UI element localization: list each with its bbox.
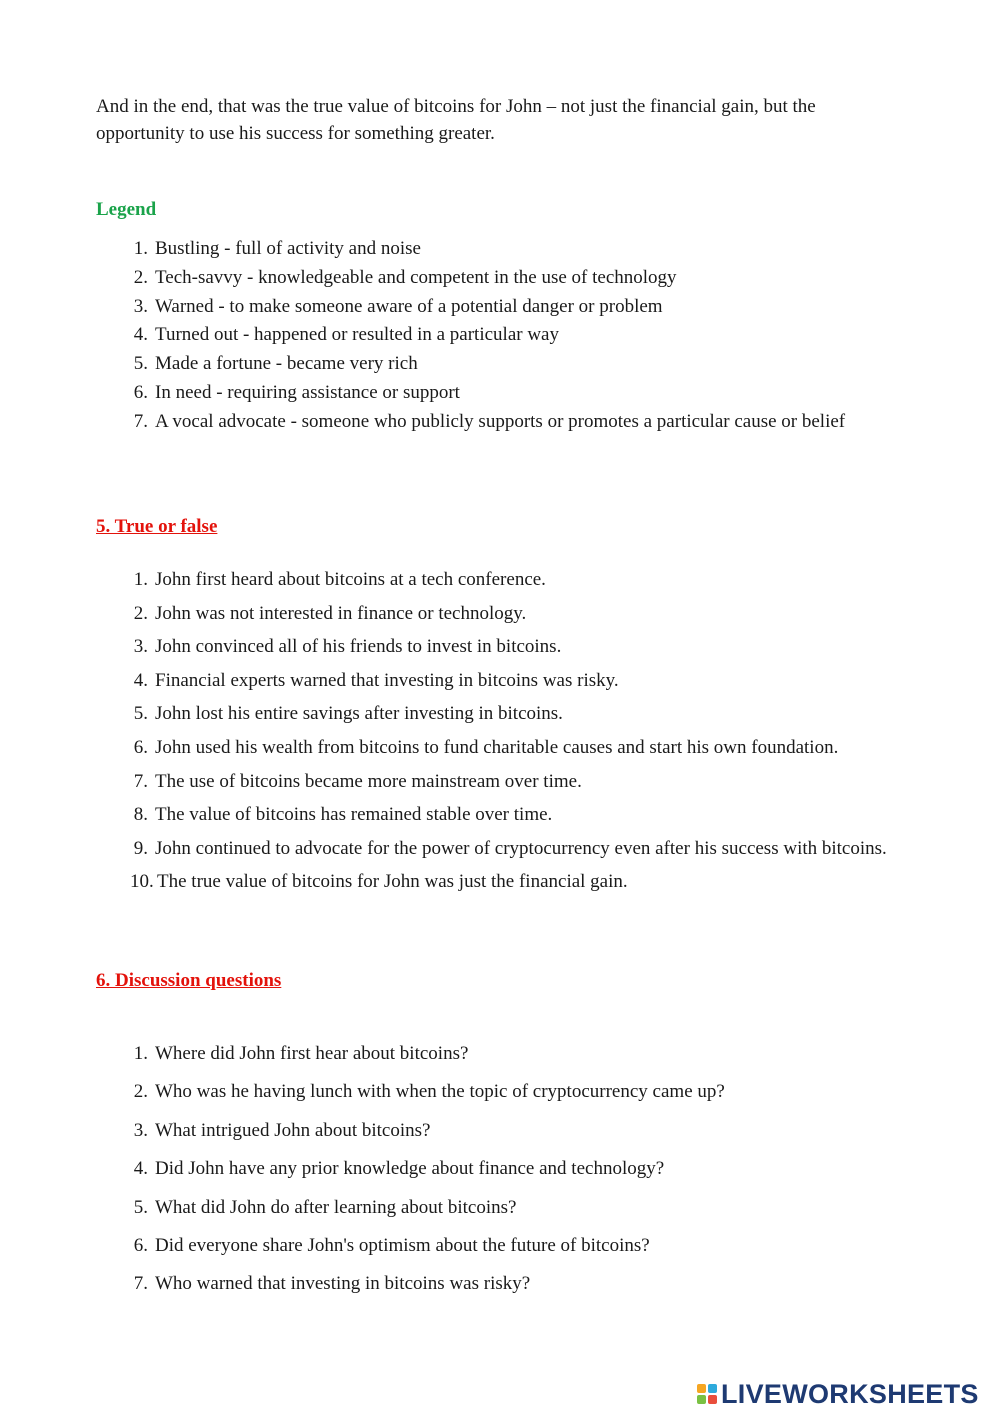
liveworksheets-logo	[697, 1378, 979, 1410]
item-text: A vocal advocate - someone who publicly supports or promotes a particular cause or belief	[155, 410, 846, 432]
item-number: 4.	[133, 1158, 148, 1180]
true-false-item	[0, 768, 900, 795]
discussion-item	[0, 1270, 900, 1297]
item-number: 7.	[133, 410, 148, 432]
item-number: 10.	[130, 871, 154, 893]
item-number: 3.	[133, 1119, 148, 1141]
item-number: 7.	[133, 770, 148, 792]
item-number: 2.	[133, 602, 148, 624]
item-text: Made a fortune - became very rich	[155, 353, 418, 375]
item-text: What intrigued John about bitcoins?	[155, 1119, 431, 1141]
discussion-item	[0, 1194, 900, 1221]
true-false-item	[0, 566, 900, 593]
discussion-heading: 6. Discussion questions	[96, 970, 282, 991]
item-number: 1.	[133, 1043, 148, 1064]
true-false-item	[0, 633, 900, 660]
discussion-item	[0, 1040, 900, 1067]
item-number: 5.	[133, 1196, 148, 1218]
legend-item	[0, 264, 900, 293]
intro-paragraph: And in the end, that was the true value of bitcoins for John – not just the financial gain, but the opportunity to use his success for something greater.	[96, 96, 816, 144]
liveworksheets-logo-icon	[697, 1384, 717, 1404]
legend-item	[0, 321, 900, 350]
item-number: 1.	[133, 569, 148, 590]
true-false-item	[0, 801, 900, 828]
item-text: Did everyone share John's optimism about the future of bitcoins?	[155, 1234, 650, 1256]
true-false-item	[0, 868, 902, 895]
true-false-item	[0, 700, 900, 727]
true-false-item	[0, 734, 900, 761]
item-text: John first heard about bitcoins at a tech conference.	[155, 569, 546, 590]
item-text: John continued to advocate for the power of cryptocurrency even after his success with bitcoins.	[155, 837, 887, 859]
item-number: 3.	[133, 295, 148, 317]
true-false-heading: 5. True or false	[96, 516, 218, 537]
discussion-item	[0, 1117, 900, 1144]
discussion-item	[0, 1155, 900, 1182]
discussion-item	[0, 1078, 900, 1105]
legend-list	[0, 235, 900, 437]
item-text: John lost his entire savings after investing in bitcoins.	[155, 703, 563, 725]
legend-item	[0, 350, 900, 379]
true-false-item	[0, 835, 900, 862]
true-false-item	[0, 667, 900, 694]
item-text: Financial experts warned that investing in bitcoins was risky.	[155, 669, 619, 691]
item-number: 6.	[133, 381, 148, 403]
item-number: 4.	[133, 669, 148, 691]
item-number: 5.	[133, 353, 148, 375]
item-number: 6.	[133, 1234, 148, 1256]
item-number: 2.	[133, 266, 148, 288]
item-number: 6.	[133, 736, 148, 758]
item-text: Warned - to make someone aware of a potential danger or problem	[155, 295, 663, 317]
legend-item	[0, 379, 900, 408]
item-number: 4.	[133, 324, 148, 346]
item-number: 1.	[133, 238, 148, 259]
item-text: The value of bitcoins has remained stable over time.	[155, 804, 553, 826]
legend-heading: Legend	[96, 199, 157, 220]
item-text: Did John have any prior knowledge about finance and technology?	[155, 1158, 665, 1180]
item-text: Where did John first hear about bitcoins?	[155, 1043, 469, 1064]
item-text: John convinced all of his friends to invest in bitcoins.	[155, 636, 562, 658]
discussion-item	[0, 1232, 900, 1259]
item-number: 7.	[133, 1273, 148, 1295]
item-text: Who warned that investing in bitcoins was risky?	[155, 1273, 531, 1295]
item-number: 9.	[133, 837, 148, 859]
item-text: Turned out - happened or resulted in a particular way	[155, 324, 559, 346]
item-number: 5.	[133, 703, 148, 725]
legend-item	[0, 293, 900, 322]
item-text: What did John do after learning about bitcoins?	[155, 1196, 517, 1218]
true-false-list	[0, 566, 902, 902]
item-text: John used his wealth from bitcoins to fund charitable causes and start his own foundation.	[155, 736, 839, 758]
item-text: Who was he having lunch with when the topic of cryptocurrency came up?	[155, 1081, 725, 1103]
item-text: The true value of bitcoins for John was just the financial gain.	[157, 871, 628, 893]
item-text: In need - requiring assistance or support	[155, 381, 460, 403]
discussion-list	[0, 1040, 900, 1309]
item-number: 2.	[133, 1081, 148, 1103]
item-text: Tech-savvy - knowledgeable and competent in the use of technology	[155, 266, 677, 288]
legend-item	[0, 408, 900, 437]
item-text: The use of bitcoins became more mainstream over time.	[155, 770, 582, 792]
item-text: Bustling - full of activity and noise	[155, 238, 421, 259]
logo-text: LIVEWORKSHEETS	[721, 1378, 979, 1409]
legend-item	[0, 235, 900, 264]
item-number: 8.	[133, 804, 148, 826]
true-false-item	[0, 600, 900, 627]
item-text: John was not interested in finance or technology.	[155, 602, 527, 624]
item-number: 3.	[133, 636, 148, 658]
